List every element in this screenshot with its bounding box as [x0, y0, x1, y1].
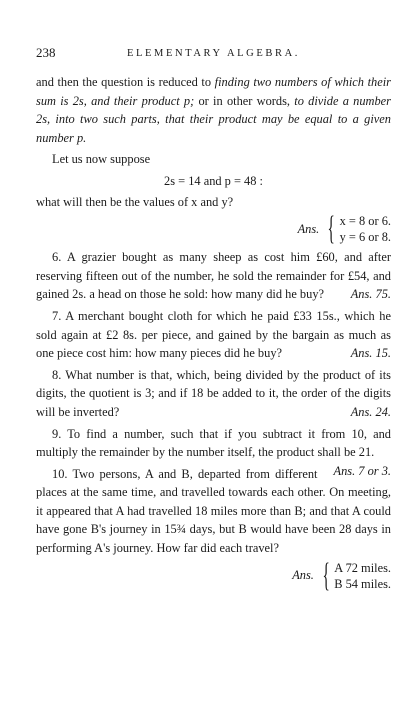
equation-line: 2s = 14 and p = 48 : — [164, 173, 263, 188]
answer-line-1: x = 8 or 6. — [339, 214, 391, 229]
intro-paragraph — [36, 73, 391, 147]
problem-text: 8. What number is that, which, being divided by the product of its digits, the quotient is 3; and if 18 be added to it, the order of the digits will be inverted? — [36, 367, 391, 419]
page-number: 238 — [36, 45, 56, 60]
problem-text: 9. To find a number, such that if you subtract it from 10, and multiply the remainder by the number itself, the product shall be 21. — [36, 426, 391, 460]
problem-answer: Ans. 7 or 3. — [333, 463, 391, 478]
page-header — [36, 44, 391, 64]
problem-6 — [36, 248, 391, 304]
problem-10: 10. Two persons, A and B, departed from different places at the same time, and travelled towards each other. On meeting, it appeared that A had travelled 18 miles more than B; and that A could have gone B's journey in 15¾ days, but B would have been 28 days in performing A's journey. How far did each travel? — [36, 466, 391, 556]
problem-9 — [36, 425, 391, 478]
answer-label: Ans. — [292, 568, 314, 583]
problem-text: 7. A merchant bought cloth for which he paid £33 15s., which he sold again at £2 8s. per piece, and gained by the bargain as much as one piece cost him: how many pieces did he buy? — [36, 308, 391, 361]
answer-label: Ans. — [297, 221, 320, 236]
question-line: what will then be the values of x and y? — [36, 194, 234, 209]
brace-symbol: { — [322, 556, 330, 594]
problem-answer: Ans. 15. — [350, 346, 391, 361]
problem-10-answer — [36, 556, 391, 594]
problem-text: 6. A grazier bought as many sheep as cost him £60, and after reserving fifteen out of the number, he sold the remainder for £54, and gained 2s. a head on those he sold: how many did he buy? — [36, 250, 391, 302]
intro-text-2: or in other words, — [194, 93, 295, 108]
problem-8 — [36, 366, 391, 422]
running-title: ELEMENTARY ALGEBRA. — [126, 48, 300, 59]
intro-answer — [36, 210, 391, 248]
intro-italic-1: finding two numbers of which their sum is 2s, and their product p; — [36, 75, 391, 108]
answer-line-2: y = 6 or 8. — [339, 230, 391, 245]
problem-7 — [36, 307, 391, 363]
page-body — [36, 73, 391, 595]
suppose-line: Let us now suppose — [52, 152, 151, 167]
problem-answer: Ans. 24. — [350, 404, 391, 419]
intro-text-1: and then the question is reduced to — [36, 75, 215, 89]
answer-line-1: A 72 miles. — [334, 560, 391, 575]
intro-italic-2: to divide a number 2s, into two such parts, that their product may be equal to a given number p. — [36, 93, 391, 145]
brace-symbol: { — [327, 210, 336, 248]
answer-line-2: B 54 miles. — [334, 576, 391, 591]
problem-answer: Ans. 75. — [350, 287, 391, 302]
